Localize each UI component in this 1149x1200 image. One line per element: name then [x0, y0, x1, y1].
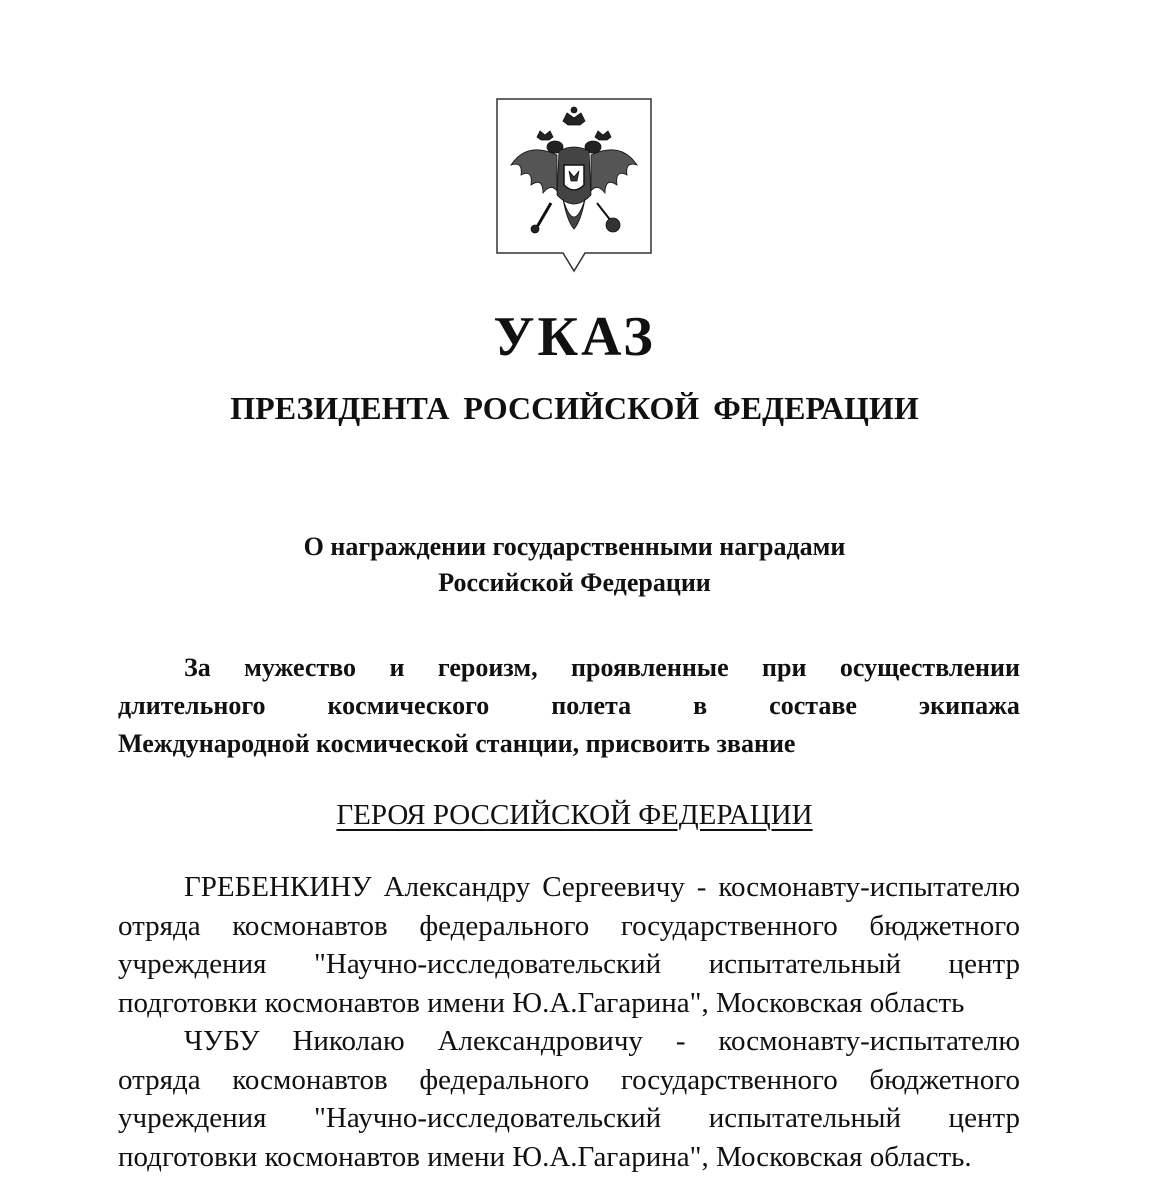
award-title [0, 795, 1149, 835]
award-title-text: ГЕРОЯ РОССИЙСКОЙ ФЕДЕРАЦИИ [336, 799, 813, 831]
recipient-paragraph [118, 1022, 1020, 1176]
recipient-line: отряда космонавтов федерального государственного бюджетного [118, 1063, 1020, 1096]
decree-heading-line: Российской Федерации [438, 568, 711, 597]
document-title: УКАЗ [493, 306, 656, 368]
document-subtitle: ПРЕЗИДЕНТА РОССИЙСКОЙ ФЕДЕРАЦИИ [230, 390, 919, 426]
recipient-line: отряда космонавтов федерального государственного бюджетного [118, 909, 1020, 942]
preamble-line: длительного космического полета в составе экипажа [118, 691, 1020, 720]
recipient-line: ГРЕБЕНКИНУ Александру Сергеевичу - космонавту-испытателю [184, 871, 1020, 903]
recipient-line: учреждения "Научно-исследовательский испытательный центр [118, 1102, 1020, 1134]
preamble-line: За мужество и героизм, проявленные при осуществлении [184, 653, 1020, 682]
recipients-list [118, 868, 1020, 1176]
preamble-paragraph [118, 649, 1020, 763]
recipient-line: подготовки космонавтов имени Ю.А.Гагарина", Московская область. [118, 1140, 972, 1173]
decree-heading-line: О награждении государственными наградами [303, 532, 846, 561]
recipient-paragraph [118, 868, 1020, 1022]
recipient-line: подготовки космонавтов имени Ю.А.Гагарина", Московская область [118, 986, 965, 1019]
recipient-line: ЧУБУ Николаю Александровичу - космонавту-испытателю [184, 1025, 1020, 1057]
coat-of-arms-icon [493, 95, 655, 277]
decree-heading [0, 529, 1149, 601]
preamble-line: Международной космической станции, присвоить звание [118, 729, 796, 758]
recipient-line: учреждения "Научно-исследовательский испытательный центр [118, 948, 1020, 980]
